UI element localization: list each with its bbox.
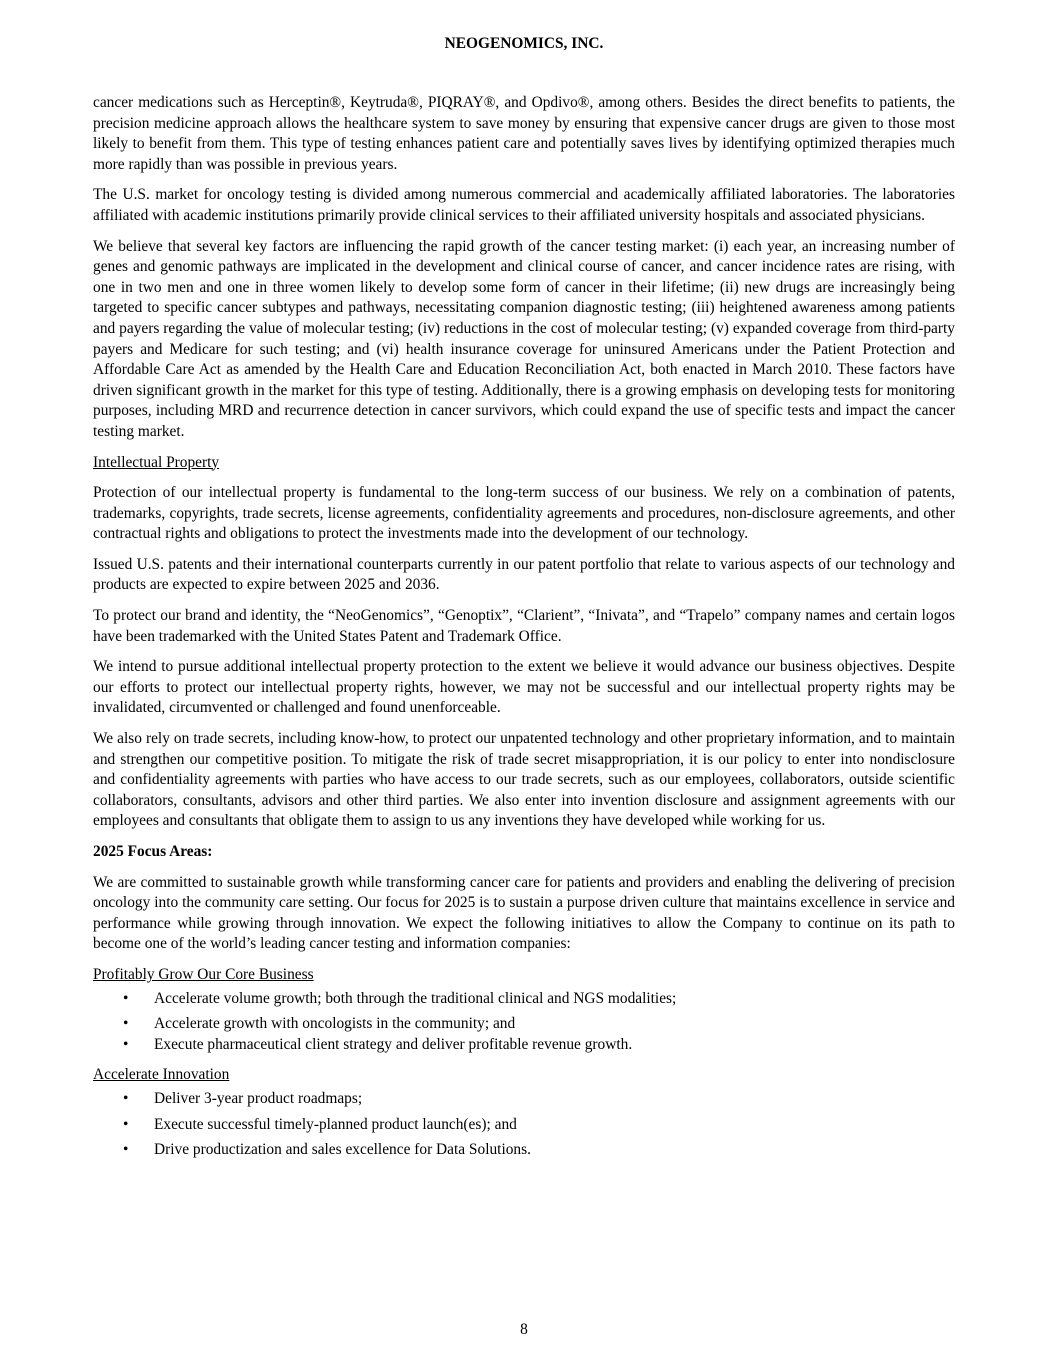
list-item: • Drive productization and sales excellence for Data Solutions. <box>93 1140 955 1161</box>
paragraph-ip-trade-secrets: We also rely on trade secrets, including know-how, to protect our unpatented technology and other proprietary information, and to maintain and strengthen our competitive position. To mitigate the risk of trade secret misappropriation, it is our policy to enter into nondisclosure and confidentiality agreements with parties who have access to our trade secrets, such as our employees, collaborators, outside scientific collaborators, consultants, advisors and other third parties. We also enter into invention disclosure and assignment agreements with our employees and consultants that obligate them to assign to us any inventions they have developed while working for us. <box>93 730 955 830</box>
section-heading-intellectual-property: Intellectual Property <box>93 453 220 471</box>
paragraph-focus-areas: We are committed to sustainable growth while transforming cancer care for patients and providers and enabling the delivering of precision oncology into the community care setting. Our focus for 2025 is to sustain a purpose driven culture that maintains excellence in service and performance while growing through innovation. We expect the following initiatives to allow the Company to continue on its path to become one of the world’s leading cancer testing and information companies: <box>93 873 955 953</box>
bullet-icon: • <box>123 1035 129 1053</box>
list-grow-core-business <box>93 989 955 1056</box>
paragraph-ip-patents: Issued U.S. patents and their international counterparts currently in our patent portfolio that relate to various aspects of our technology and products are expected to expire between 2025 and 2036. <box>93 555 955 594</box>
bullet-icon: • <box>123 1141 129 1159</box>
paragraph-precision-medicine: cancer medications such as Herceptin®, Keytruda®, PIQRAY®, and Opdivo®, among others. Besides the direct benefits to patients, the precision medicine approach allows the healthcare system to save money by ensuring that expensive cancer drugs are given to those most likely to benefit from them. This type of testing enhances patient care and potentially saves lives by identifying optimized therapies much more rapidly than was possible in previous years. <box>93 94 955 173</box>
bullet-icon: • <box>123 1089 129 1107</box>
page-number: 8 <box>520 1321 528 1338</box>
document-page <box>93 0 955 1365</box>
subheading-grow-core-business: Profitably Grow Our Core Business <box>93 965 314 983</box>
list-item: • Accelerate volume growth; both through the traditional clinical and NGS modalities; <box>93 989 955 1010</box>
bullet-icon: • <box>123 1015 129 1033</box>
list-item: • Accelerate growth with oncologists in the community; and <box>93 1014 955 1035</box>
section-heading-focus-areas: 2025 Focus Areas: <box>93 843 213 860</box>
paragraph-ip-protection: Protection of our intellectual property is fundamental to the long-term success of our business. We rely on a combination of patents, trademarks, copyrights, trade secrets, license agreements, confidentiality agreements and procedures, non-disclosure agreements, and other contractual rights and obligations to protect the investments made into the development of our technology. <box>93 484 955 543</box>
bullet-icon: • <box>123 989 129 1007</box>
paragraph-ip-trademarks: To protect our brand and identity, the “NeoGenomics”, “Genoptix”, “Clarient”, “Inivata”, and “Trapelo” company names and certain logos have been trademarked with the United States Patent and Trademark Office. <box>93 607 955 645</box>
bullet-icon: • <box>123 1115 129 1133</box>
subheading-accelerate-innovation: Accelerate Innovation <box>93 1066 230 1084</box>
paragraph-ip-additional-protection: We intend to pursue additional intellectual property protection to the extent we believe it would advance our business objectives. Despite our efforts to protect our intellectual property rights, however, we may not be successful and our intellectual property rights may be invalidated, circumvented or challenged and found unenforceable. <box>93 658 955 717</box>
list-item: • Deliver 3-year product roadmaps; <box>93 1089 955 1110</box>
page-header-company: NEOGENOMICS, INC. <box>444 35 604 52</box>
list-accelerate-innovation <box>93 1089 955 1161</box>
page-content <box>93 93 955 1171</box>
paragraph-growth-factors: We believe that several key factors are influencing the rapid growth of the cancer testing market: (i) each year, an increasing number of genes and genomic pathways are implicated in the development and clinical course of cancer, and cancer incidence rates are rising, with one in two men and one in three women likely to develop some form of cancer in their lifetime; (ii) new drugs are increasingly being targeted to specific cancer subtypes and pathways, necessitating companion diagnostic testing; (iii) heightened awareness among patients and payers regarding the value of molecular testing; (iv) reductions in the cost of molecular testing; (v) expanded coverage from third-party payers and Medicare for such testing; and (vi) health insurance coverage for uninsured Americans under the Patient Protection and Affordable Care Act as amended by the Health Care and Education Reconciliation Act, both enacted in March 2010. These factors have driven significant growth in the market for this type of testing. Additionally, there is a growing emphasis on developing tests for monitoring purposes, including MRD and recurrence detection in cancer survivors, which could expand the use of specific tests and impact the cancer testing market. <box>93 237 955 440</box>
list-item: • Execute successful timely-planned product launch(es); and <box>93 1115 955 1136</box>
list-item: • Execute pharmaceutical client strategy and deliver profitable revenue growth. <box>93 1035 955 1056</box>
paragraph-us-market: The U.S. market for oncology testing is divided among numerous commercial and academically affiliated laboratories. The laboratories affiliated with academic institutions primarily provide clinical services to their affiliated university hospitals and associated physicians. <box>93 186 955 224</box>
